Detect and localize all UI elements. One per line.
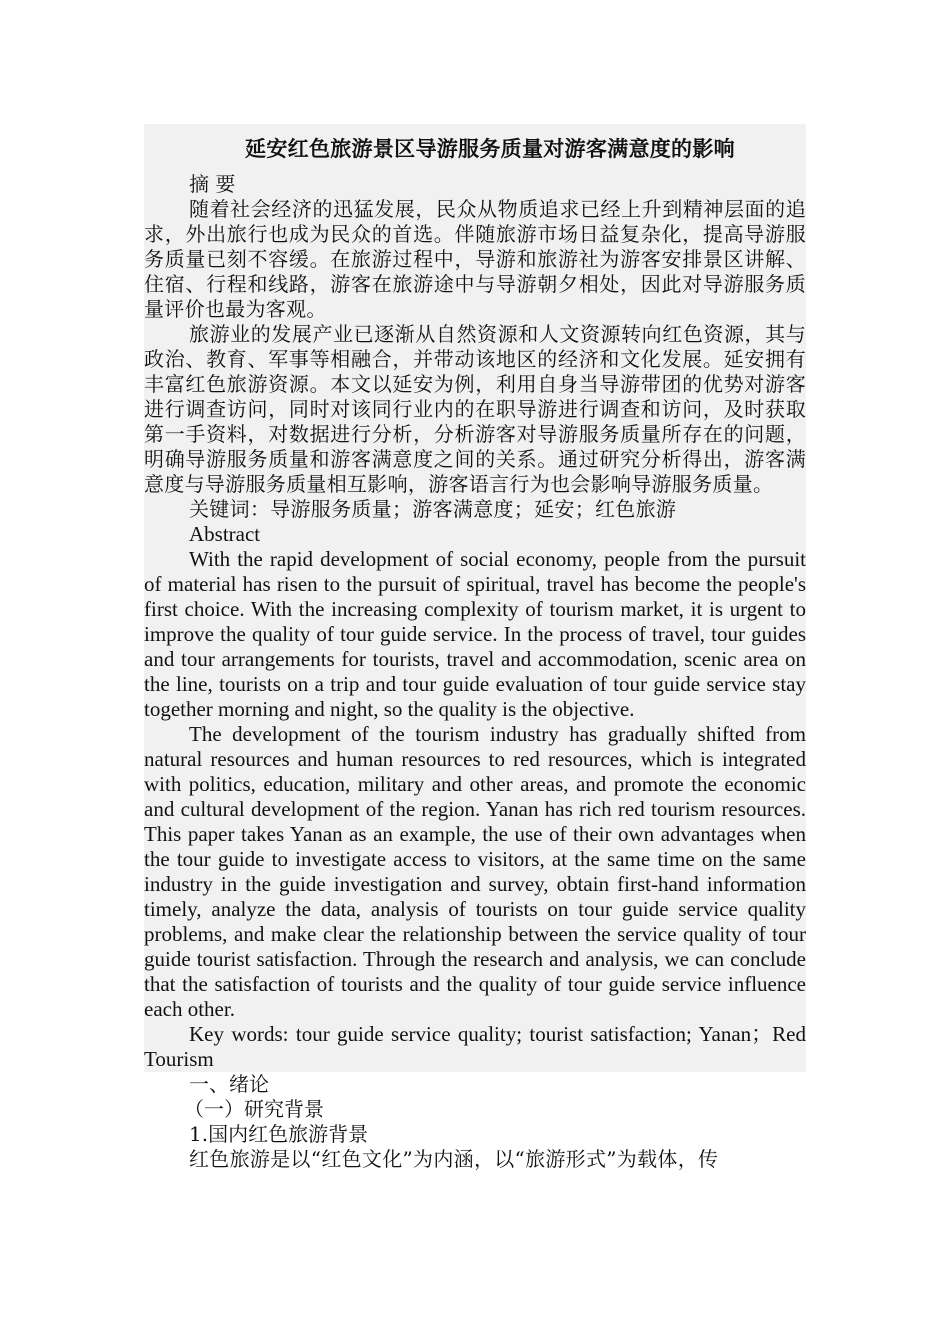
title-band [144,124,806,172]
section-heading-3: 1.国内红色旅游背景 [189,1122,369,1146]
abstract-en-paragraph: The development of the tourism industry has gradually shifted from natural resources and human resources to red resources, which is integrated with politics, education, military and other areas, and promote the economic and cultural development of the region. Yanan has rich red tourism resources. This paper takes Yanan as an example, the use of their own advantages when the tour guide to investigate access to visitors, at the same time on the same industry in the guide investigation and survey, obtain first-hand information timely, analyze the data, analysis of tourists on tour guide service quality problems, and make clear the relationship between the service quality of tour guide tourist satisfaction. Through the research and analysis, we can conclude that the satisfaction of tourists and the quality of tour guide service influence each other. [144,722,806,1021]
section-heading-2: （一）研究背景 [184,1097,324,1121]
document-body [144,172,806,1172]
abstract-cn-keywords: 关键词：导游服务质量；游客满意度；延安；红色旅游 [144,497,806,522]
section-heading-1: 一、绪论 [189,1072,269,1096]
abstract-cn-paragraph: 旅游业的发展产业已逐渐从自然资源和人文资源转向红色资源，其与政治、教育、军事等相融合，并带动该地区的经济和文化发展。延安拥有丰富红色旅游资源。本文以延安为例，利用自身当导游带团的优势对游客进行调查访问，同时对该同行业内的在职导游进行调查和访问，及时获取第一手资料，对数据进行分析，分析游客对导游服务质量所存在的问题，明确导游服务质量和游客满意度之间的关系。通过研究分析得出，游客满意度与导游服务质量相互影响，游客语言行为也会影响导游服务质量。 [144,322,806,496]
abstract-en-heading: Abstract [144,522,806,547]
abstract-cn-heading: 摘 要 [144,172,806,197]
abstract-en-paragraph: With the rapid development of social economy, people from the pursuit of material has risen to the pursuit of spiritual, travel has become the people's first choice. With the increasing complexity of tourism market, it is urgent to improve the quality of tour guide service. In the process of travel, tour guides and tour arrangements for tourists, travel and accommodation, scenic area on the line, tourists on a trip and tour guide evaluation of tour guide service stay together morning and night, so the quality is the objective. [144,547,806,721]
abstract-cn-paragraph: 随着社会经济的迅猛发展，民众从物质追求已经上升到精神层面的追求，外出旅行也成为民众的首选。伴随旅游市场日益复杂化，提高导游服务质量已刻不容缓。在旅游过程中，导游和旅游社为游客安排景区讲解、住宿、行程和线路，游客在旅游途中与导游朝夕相处，因此对导游服务质量评价也最为客观。 [144,197,806,321]
abstract-en-keywords: Key words: tour guide service quality; tourist satisfaction; Yanan；Red Tourism [144,1022,806,1071]
document-title: 延安红色旅游景区导游服务质量对游客满意度的影响 [245,137,735,161]
document-page [144,124,806,1172]
body-paragraph-first-line: 红色旅游是以“红色文化”为内涵，以“旅游形式”为载体，传 [189,1147,719,1171]
